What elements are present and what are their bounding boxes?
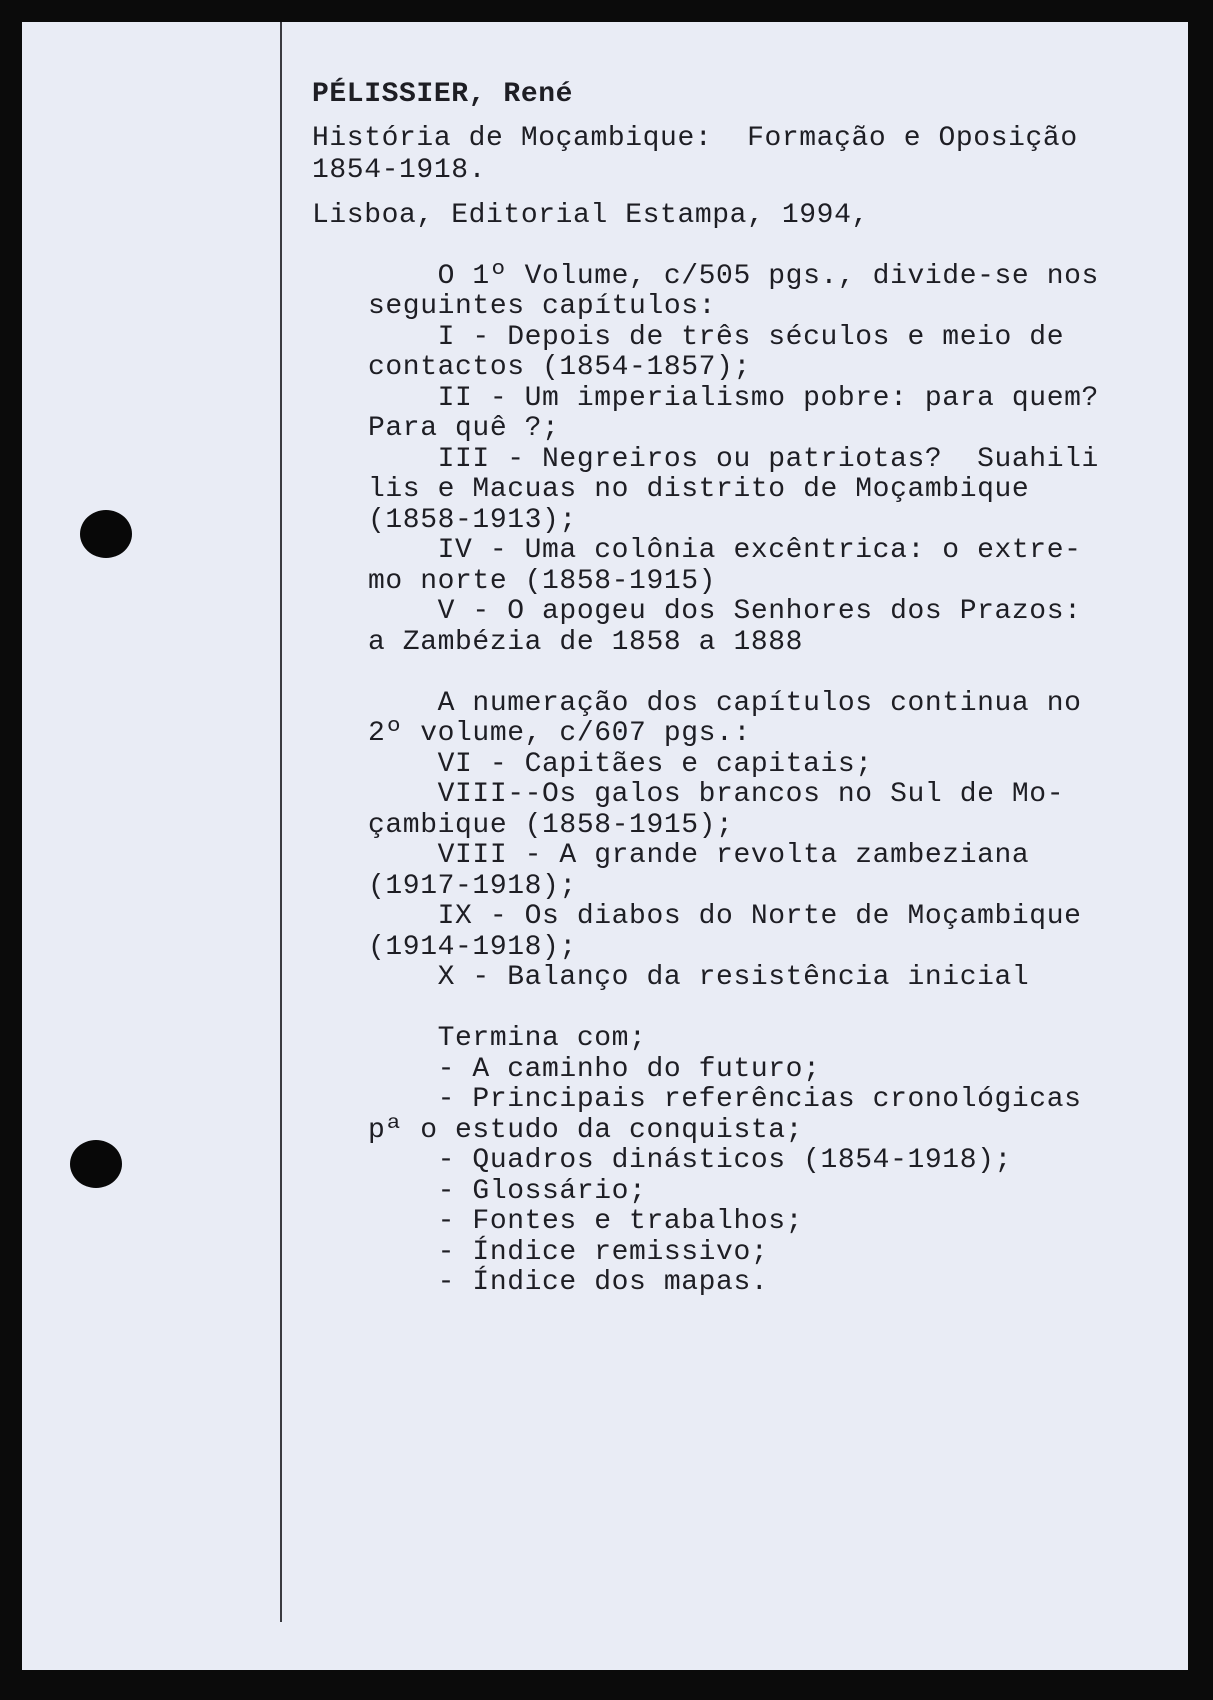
body-line: (1914-1918);: [368, 932, 577, 963]
body-line: - Índice remissivo;: [368, 1237, 769, 1268]
body-line: lis e Macuas no distrito de Moçambique: [368, 474, 1030, 505]
body-line: pª o estudo da conquista;: [368, 1115, 804, 1146]
body-line: O 1º Volume, c/505 pgs., divide-se nos: [368, 261, 1099, 292]
body-line: III - Negreiros ou patriotas? Suahili: [368, 444, 1099, 475]
body-line: - Quadros dinásticos (1854-1918);: [368, 1145, 1012, 1176]
body-line: - Índice dos mapas.: [368, 1267, 769, 1298]
body-line: VIII - A grande revolta zambeziana: [368, 840, 1030, 871]
body-line: Termina com;: [368, 1023, 647, 1054]
body-line: X - Balanço da resistência inicial: [368, 962, 1030, 993]
body-line: çambique (1858-1915);: [368, 810, 734, 841]
body-line: II - Um imperialismo pobre: para quem?: [368, 383, 1099, 414]
body-line: contactos (1854-1857);: [368, 352, 751, 383]
body-line: I - Depois de três séculos e meio de: [368, 322, 1065, 353]
punch-hole-bottom: [70, 1140, 122, 1188]
body-line: A numeração dos capítulos continua no: [368, 688, 1082, 719]
body-line: a Zambézia de 1858 a 1888: [368, 627, 804, 658]
body-line: (1858-1913);: [368, 505, 577, 536]
document-page: [22, 22, 1188, 1670]
body-line: 2º volume, c/607 pgs.:: [368, 718, 751, 749]
body-line: Para quê ?;: [368, 413, 560, 444]
body-line: - Fontes e trabalhos;: [368, 1206, 804, 1237]
punch-hole-top: [80, 510, 132, 558]
body-line: - Principais referências cronológicas: [368, 1084, 1082, 1115]
author: PÉLISSIER, René: [312, 79, 574, 110]
body-line: seguintes capítulos:: [368, 291, 717, 322]
body-line: VIII--Os galos brancos no Sul de Mo-: [368, 779, 1065, 810]
body-line: IV - Uma colônia excêntrica: o extre-: [368, 535, 1082, 566]
body-line: (1917-1918);: [368, 871, 577, 902]
body-line: VI - Capitães e capitais;: [368, 749, 873, 780]
body-line: IX - Os diabos do Norte de Moçambique: [368, 901, 1082, 932]
body-line: - Glossário;: [368, 1176, 647, 1207]
body-line: V - O apogeu dos Senhores dos Prazos:: [368, 596, 1082, 627]
publication: Lisboa, Editorial Estampa, 1994,: [312, 200, 869, 231]
body-line: mo norte (1858-1915): [368, 566, 717, 597]
title-line-2: 1854-1918.: [312, 155, 487, 186]
title-line-1: História de Moçambique: Formação e Oposição: [312, 123, 1078, 154]
margin-rule: [280, 22, 282, 1622]
body-line: - A caminho do futuro;: [368, 1054, 821, 1085]
